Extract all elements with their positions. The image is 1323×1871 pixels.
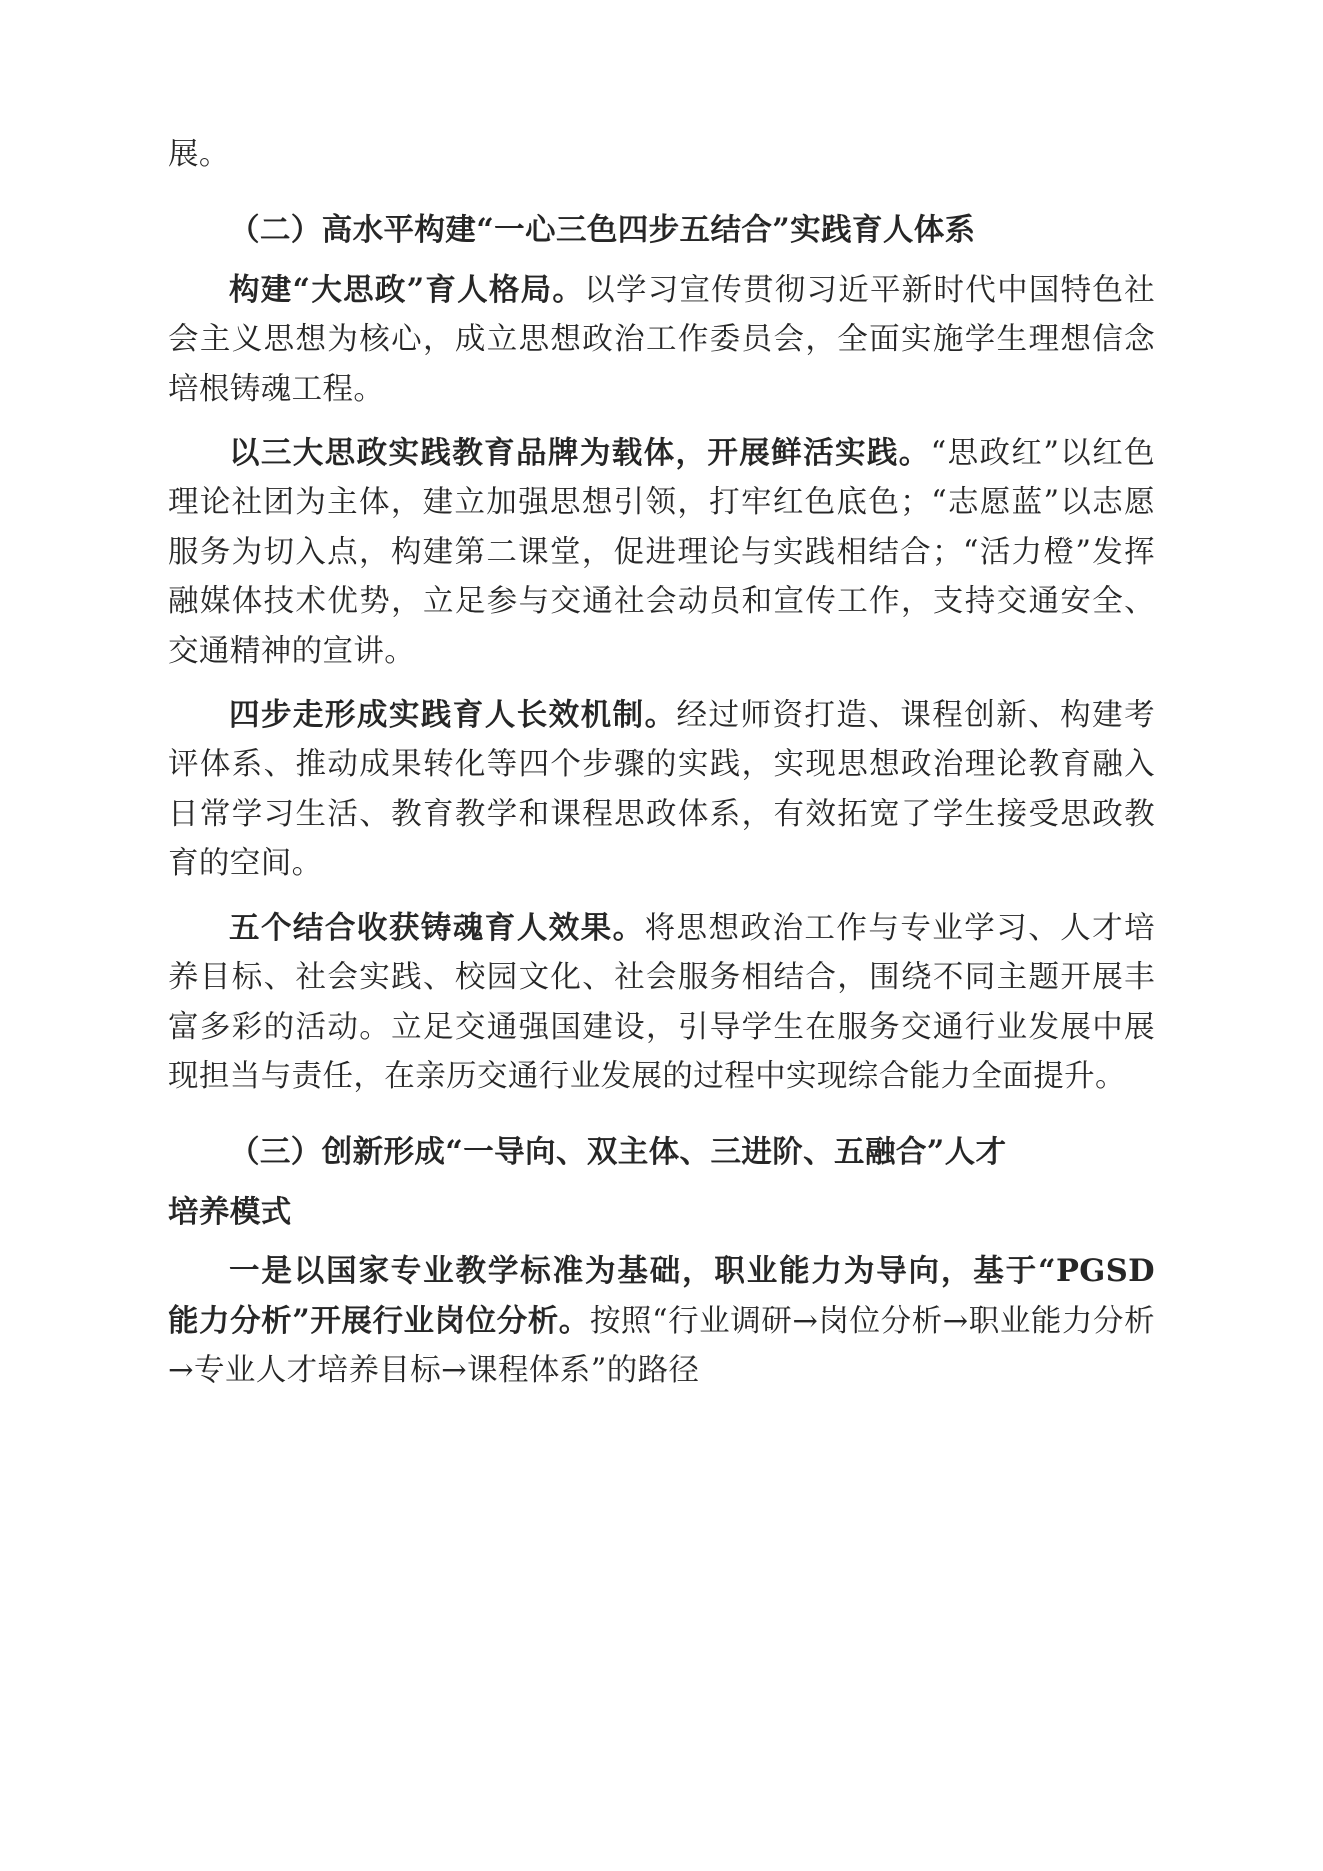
paragraph-3-text: 经过师资打造、课程创新、构建考评体系、推动成果转化等四个步骤的实践，实现思想政治理论教育融入日常学习生活、教育教学和课程思政体系，有效拓宽了学生接受思政教育的空间。 (168, 698, 1155, 882)
section-heading-b: （二）高水平构建“一心三色四步五结合”实践育人体系 (229, 212, 976, 249)
paragraph-4 (168, 904, 1155, 1102)
paragraph-5-lead: 一是以国家专业教学标准为基础，职业能力为导向，基于“PGSD 能力分析”开展行业岗位分析。 (168, 1253, 1155, 1339)
paragraph-4-text: 将思想政治工作与专业学习、人才培养目标、社会实践、校园文化、社会服务相结合，围绕不同主题开展丰富多彩的活动。立足交通强国建设，引导学生在服务交通行业发展中展现担当与责任，在亲历交通行业发展的过程中实现综合能力全面提升。 (168, 910, 1155, 1094)
paragraph-3 (168, 691, 1155, 889)
spacer (168, 894, 1155, 904)
paragraph-5 (168, 1247, 1155, 1395)
paragraph-2 (168, 429, 1155, 676)
paragraph-4-lead: 五个结合收获铸魂育人效果。 (229, 909, 645, 946)
spacer (168, 184, 1155, 194)
spacer (168, 681, 1155, 691)
paragraph-1-lead: 构建“大思政”育人格局。 (229, 271, 585, 308)
spacer (168, 1106, 1155, 1116)
document-body (168, 130, 1155, 1395)
spacer (168, 419, 1155, 429)
section-heading-c-line2: 培养模式 (168, 1193, 292, 1230)
paragraph-1-text: 以学习宣传贯彻习近平新时代中国特色社会主义思想为核心，成立思想政治工作委员会，全面实施学生理想信念培根铸魂工程。 (168, 272, 1156, 407)
paragraph-1 (168, 266, 1155, 414)
paragraph-2-lead: 以三大思政实践教育品牌为载体，开展鲜活实践。 (229, 435, 931, 472)
section-heading-c-line1: （三）创新形成“一导向、双主体、三进阶、五融合”人才 (229, 1134, 1007, 1171)
paragraph-5-text: 按照“行业调研→岗位分析→职业能力分析→专业人才培养目标→课程体系”的路径 (168, 1303, 1155, 1388)
paragraph-3-lead: 四步走形成实践育人长效机制。 (229, 697, 677, 734)
continued-line: 展。 (168, 137, 230, 172)
paragraph-2-text: “思政红”以红色理论社团为主体，建立加强思想引领，打牢红色底色；“志愿蓝”以志愿服务为切入点，构建第二课堂，促进理论与实践相结合；“活力橙”发挥融媒体技术优势，立足参与交通社会动员和宣传工作，支持交通安全、交通精神的宣讲。 (168, 436, 1155, 669)
